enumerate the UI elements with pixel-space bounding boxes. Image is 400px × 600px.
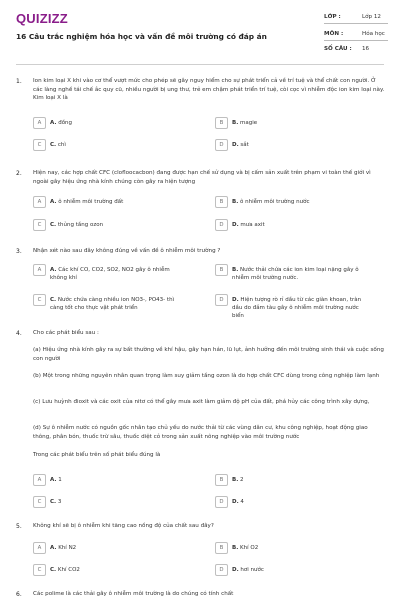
option-d[interactable]	[215, 564, 365, 580]
statement-a: (a) Hiệu ứng nhà kính gây ra sự bất thường về khí hậu, gây hạn hán, lũ lụt, ảnh hưởng đến môi trường sinh thái và cuộc sống con người	[33, 347, 384, 362]
option-prefix: D.	[232, 142, 239, 148]
option-key-box: D	[215, 564, 228, 576]
header-divider	[16, 64, 384, 65]
option-b[interactable]	[215, 542, 365, 558]
option-prefix: C.	[50, 222, 57, 228]
option-text: Nước thải chứa các ion kim loại nặng gây ô nhiễm môi trường nước.	[232, 267, 359, 281]
question-text: Hiện nay, các hợp chất CFC (clofloocacbon) đang được hạn chế sử dụng và bị cấm sản xuất trên phạm vi toàn thế giới vì ngoài gây hiệu ứng nhà kính chúng còn gây ra hiện tượng	[33, 170, 371, 185]
option-key-box: B	[215, 264, 228, 276]
page-header	[0, 0, 400, 66]
option-key-box: A	[33, 474, 46, 486]
option-text: ô nhiễm môi trường đất	[58, 199, 124, 205]
option-key-box: D	[215, 294, 228, 306]
option-d[interactable]	[215, 496, 365, 512]
option-prefix: D.	[232, 499, 239, 505]
option-text: Các khí CO, CO2, SO2, NO2 gây ô nhiễm không khí	[50, 267, 170, 281]
question-number: 5.	[16, 523, 22, 530]
meta-label: LỚP :	[324, 14, 341, 20]
option-prefix: A.	[50, 477, 57, 483]
meta-divider	[324, 40, 388, 41]
option-prefix: B.	[232, 267, 239, 273]
meta-divider	[324, 23, 388, 24]
option-prefix: C.	[50, 567, 57, 573]
option-key-box: B	[215, 196, 228, 208]
option-c[interactable]	[33, 564, 183, 580]
option-prefix: D.	[232, 297, 239, 303]
option-text: Khí O2	[240, 545, 259, 551]
option-text: chì	[57, 142, 66, 148]
option-prefix: B.	[232, 199, 239, 205]
option-text: ô nhiễm môi trường nước	[240, 199, 310, 205]
option-b[interactable]	[215, 117, 365, 133]
meta-value: Hóa học	[362, 31, 385, 37]
option-prefix: A.	[50, 545, 57, 551]
meta-label: MÔN :	[324, 31, 344, 37]
option-c[interactable]	[33, 219, 183, 235]
option-text: Nước chứa càng nhiều ion NO3-, PO43- thì càng tốt cho thực vật phát triển	[50, 297, 175, 311]
option-prefix: B.	[232, 545, 239, 551]
option-key-box: B	[215, 542, 228, 554]
option-prefix: D.	[232, 567, 239, 573]
option-text: đồng	[58, 120, 73, 126]
option-prefix: B.	[232, 120, 239, 126]
question-text: Nhận xét nào sau đây không đúng về vấn đề ô nhiễm môi trường ?	[33, 248, 221, 254]
question-number: 3.	[16, 248, 22, 255]
option-text: 1	[58, 477, 62, 483]
option-key-box: A	[33, 117, 46, 129]
option-b[interactable]	[215, 474, 365, 490]
option-a[interactable]	[33, 474, 183, 490]
option-key-box: C	[33, 139, 46, 151]
option-prefix: D.	[232, 222, 239, 228]
statement-b: (b) Một trong những nguyên nhân quan trọng làm suy giảm tầng ozon là do hợp chất CFC dùng trong công nghiệp làm lạnh	[33, 373, 380, 379]
option-prefix: A.	[50, 267, 57, 273]
option-c[interactable]	[33, 294, 183, 316]
question-number: 4.	[16, 330, 22, 337]
meta-grade	[324, 14, 388, 30]
option-d[interactable]	[215, 139, 365, 155]
option-b[interactable]	[215, 196, 365, 212]
question-number: 6.	[16, 591, 22, 598]
option-a[interactable]	[33, 196, 183, 212]
question-prompt: Trong các phát biểu trên số phát biểu đúng là	[33, 452, 161, 458]
meta-subject	[324, 31, 388, 47]
option-key-box: D	[215, 139, 228, 151]
meta-value: Lớp 12	[362, 14, 381, 20]
option-key-box: C	[33, 564, 46, 576]
question-text: Các polime là các thải gây ô nhiễm môi trường là do chúng có tính chất	[33, 591, 234, 597]
option-text: mưa axit	[240, 222, 265, 228]
option-key-box: D	[215, 219, 228, 231]
option-text: sắt	[240, 142, 249, 148]
meta-question-count	[324, 46, 388, 62]
meta-label: SỐ CÂU :	[324, 46, 352, 52]
question-text: Ion kim loại X khi vào cơ thể vượt mức cho phép sẽ gây nguy hiểm cho sự phát triển cả về trí tuệ và thể chất con người. Ở các làng nghề tái chế ắc quy cũ, nhiều người bị ung thư, trẻ em chậm phát triển trí tuệ, còi cọc vì nhiễm độc ion kim loại này. Kim loại X là	[33, 78, 385, 102]
option-prefix: B.	[232, 477, 239, 483]
option-text: Khí CO2	[57, 567, 80, 573]
option-text: 4	[240, 499, 244, 505]
option-text: 3	[57, 499, 62, 505]
option-d[interactable]	[215, 219, 365, 235]
option-a[interactable]	[33, 264, 183, 286]
statement-c: (c) Lưu huỳnh đioxit và các oxit của nitơ có thể gây mưa axit làm giảm độ pH của đất, phá hủy các công trình xây dựng,	[33, 399, 370, 405]
option-key-box: C	[33, 294, 46, 306]
option-key-box: B	[215, 474, 228, 486]
option-key-box: D	[215, 496, 228, 508]
option-key-box: A	[33, 196, 46, 208]
question-number: 1.	[16, 78, 22, 85]
option-key-box: C	[33, 219, 46, 231]
option-text: magie	[240, 120, 258, 126]
option-key-box: A	[33, 542, 46, 554]
option-a[interactable]	[33, 542, 183, 558]
quizizz-logo: QUIZIZZ	[16, 11, 68, 26]
question-number: 2.	[16, 170, 22, 177]
question-text: Cho các phát biểu sau :	[33, 330, 99, 336]
option-prefix: C.	[50, 297, 57, 303]
option-key-box: C	[33, 496, 46, 508]
option-key-box: A	[33, 264, 46, 276]
option-text: hơi nước	[240, 567, 264, 573]
option-a[interactable]	[33, 117, 183, 133]
option-text: thủng tầng ozon	[57, 222, 104, 228]
meta-value: 16	[362, 46, 370, 52]
option-prefix: C.	[50, 142, 57, 148]
option-prefix: A.	[50, 199, 57, 205]
option-text: 2	[240, 477, 244, 483]
option-b[interactable]	[215, 264, 365, 286]
option-c[interactable]	[33, 139, 183, 155]
option-c[interactable]	[33, 496, 183, 512]
option-prefix: C.	[50, 499, 57, 505]
option-d[interactable]	[215, 294, 365, 319]
option-text: Hiện tượng rò rỉ dầu từ các giàn khoan, tràn dầu do đắm tàu gây ô nhiễm môi trường nước biển	[232, 297, 362, 319]
document-title: 16 Câu trắc nghiệm hóa học và vấn đề môi trường có đáp án	[16, 32, 267, 41]
question-text: Không khí sẽ bị ô nhiễm khi tăng cao nồng độ của chất sau đây?	[33, 523, 214, 529]
option-prefix: A.	[50, 120, 57, 126]
option-text: Khí N2	[58, 545, 77, 551]
option-key-box: B	[215, 117, 228, 129]
statement-d: (d) Sự ô nhiễm nước có nguồn gốc nhân tạo chủ yếu do nước thải từ các vùng dân cư, khu công nghiệp, hoạt động giao thông, phân bón, thuốc trừ sâu, thuốc diệt cỏ trong sản xuất nông nghiệp vào môi trường nước	[33, 425, 368, 440]
